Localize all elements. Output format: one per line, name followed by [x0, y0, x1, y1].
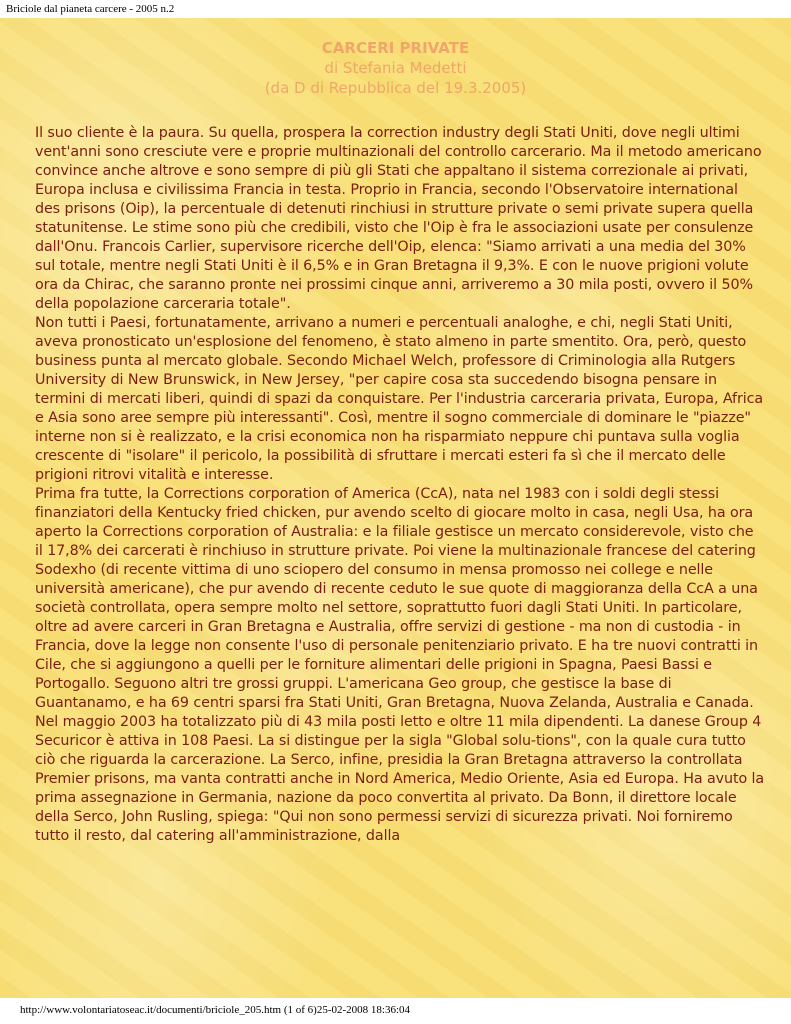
title-block [0, 38, 791, 98]
article-paragraph: Non tutti i Paesi, fortunatamente, arrivano a numeri e percentuali analoghe, e chi, negli Stati Uniti, aveva pronosticato un'esplosione del fenomeno, è stato almeno in parte smentito. Ora, però, questo business punta al mercato globale. Secondo Michael Welch, professore di Criminologia alla Rutgers University di New Brunswick, in New Jersey, "per capire cosa sta succedendo bisogna pensare in termini di mercati liberi, quindi di spazi da conquistare. Per l'industria carceraria privata, Europa, Africa e Asia sono aree sempre più interessanti". Così, mentre il sogno commerciale di dominare le "piazze" interne non si è realizzato, e la crisi economica non ha risparmiato neppure chi puntava sulla voglia crescente di "isolare" il pericolo, la possibilità di sfruttare i mercati esteri fa sì che il mercato delle prigioni ritrovi vitalità e interesse. [35, 315, 764, 483]
article-title: CARCERI PRIVATE [321, 39, 470, 57]
document-page [0, 18, 791, 998]
article-source: (da D di Repubblica del 19.3.2005) [264, 79, 527, 97]
print-footer: http://www.volontariatoseac.it/documenti/briciole_205.htm (1 of 6)25-02-2008 18:36:04 [20, 1004, 411, 1016]
article-body [35, 124, 765, 846]
article-paragraph: Prima fra tutte, la Corrections corporation of America (CcA), nata nel 1983 con i soldi degli stessi finanziatori della Kentucky fried chicken, pur avendo scelto di giocare molto in casa, negli Usa, ha ora aperto la Corrections corporation of Australia: e la filiale gestisce un mercato considerevole, visto che il 17,8% dei carcerati è rinchiuso in strutture private. Poi viene la multinazionale francese del catering Sodexho (di recente vittima di uno sciopero del consumo in mensa promosso nei college e nelle università americane), che pur avendo di recente ceduto le sue quote di maggioranza della CcA a una società controllata, opera sempre molto nel settore, soprattutto fuori dagli Stati Uniti. In particolare, oltre ad avere carceri in Gran Bretagna e Australia, offre servizi di gestione - ma non di custodia - in Francia, dove la legge non consente l'uso di personale penitenziario privato. E ha tre nuovi contratti in Cile, che si aggiungono a quelli per le forniture alimentari delle prigioni in Spagna, Paesi Bassi e Portogallo. Seguono altri tre grossi gruppi. L'americana Geo group, che gestisce la base di Guantanamo, e ha 69 centri sparsi fra Stati Uniti, Gran Bretagna, Nuova Zelanda, Australia e Canada. Nel maggio 2003 ha totalizzato più di 43 mila posti letto e oltre 11 mila dipendenti. La danese Group 4 Securicor è attiva in 108 Paesi. La si distingue per la sigla "Global solu-tions", con la quale cura tutto ciò che riguarda la carcerazione. La Serco, infine, presidia la Gran Bretagna attraverso la controllata Premier prisons, ma vanta contratti anche in Nord America, Medio Oriente, Asia ed Europa. Ha avuto la prima assegnazione in Germania, nazione da poco convertita al privato. Da Bonn, il direttore locale della Serco, John Rusling, spiega: "Qui non sono permessi servizi di sicurezza privati. Noi forniremo tutto il resto, dal catering all'amministrazione, dalla [35, 486, 765, 844]
article-paragraph: Il suo cliente è la paura. Su quella, prospera la correction industry degli Stati Uniti, dove negli ultimi vent'anni sono cresciute vere e proprie multinazionali del controllo carcerario. Ma il metodo americano convince anche altrove e sono sempre di più gli Stati che appaltano il sistema correzionale ai privati, Europa inclusa e civilissima Francia in testa. Proprio in Francia, secondo l'Observatoire international des prisons (Oip), la percentuale di detenuti rinchiusi in strutture private o semi private supera quella statunitense. Le stime sono più che credibili, visto che l'Oip è fra le associazioni usate per consulenze dall'Onu. Francois Carlier, supervisore ricerche dell'Oip, elenca: "Siamo arrivati a una media del 30% sul totale, mentre negli Stati Uniti è il 6,5% e in Gran Bretagna il 9,3%. E con le nuove prigioni volute ora da Chirac, che saranno pronte nei prossimi cinque anni, arriveremo a 30 mila posti, ovvero il 50% della popolazione carceraria totale". [35, 125, 762, 312]
article-author: di Stefania Medetti [324, 59, 467, 77]
print-header: Briciole dal pianeta carcere - 2005 n.2 [6, 3, 175, 15]
